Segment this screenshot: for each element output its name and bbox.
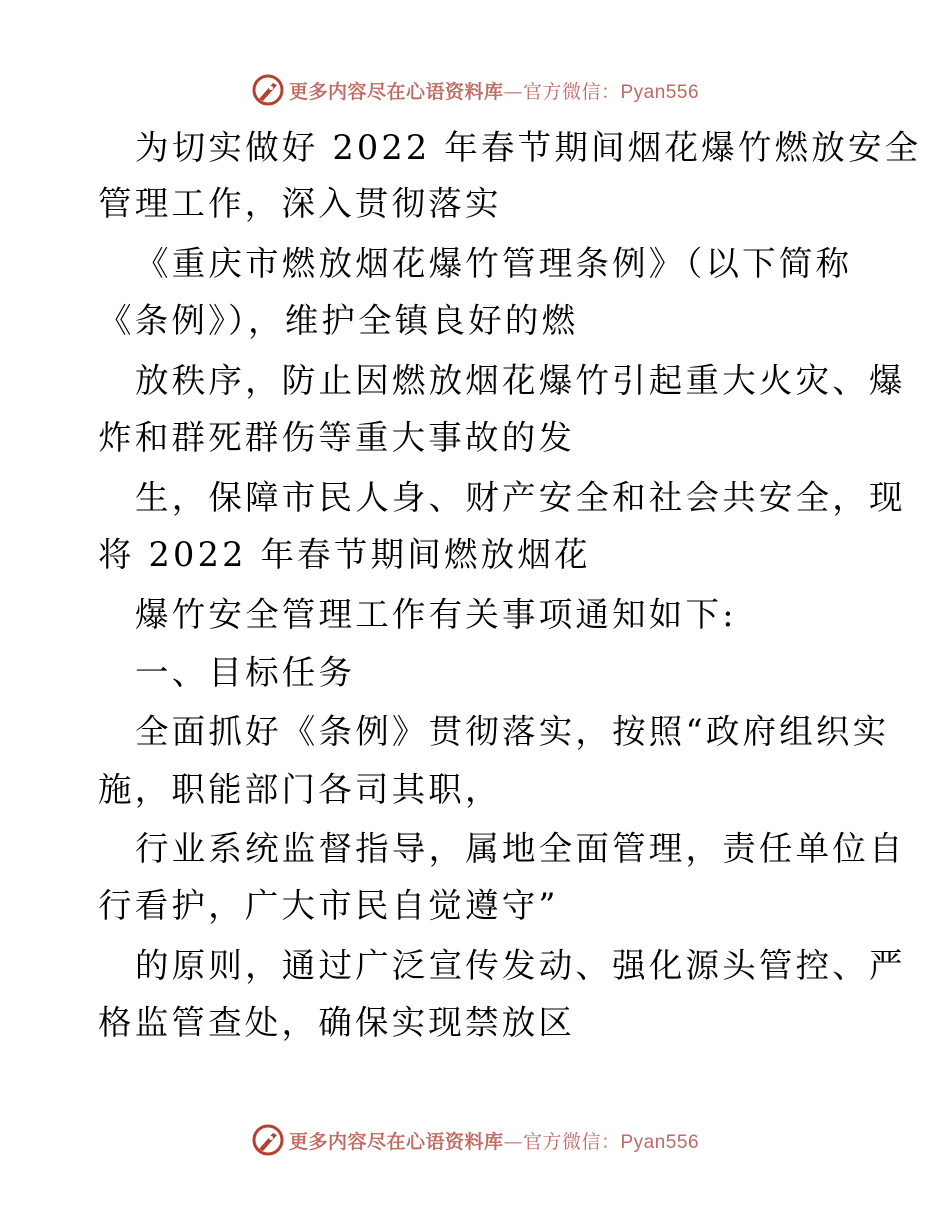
- watermark-sub-text: 官方微信：: [522, 1130, 621, 1153]
- text-line: 的原则，通过广泛宣传发动、强化源头管控、严: [135, 946, 906, 985]
- watermark-text: [289, 77, 699, 104]
- text-line: 放秩序，防止因燃放烟花爆竹引起重大火灾、爆: [135, 361, 906, 400]
- watermark-text: [289, 1127, 699, 1154]
- text-line: 全面抓好《条例》贯彻落实，按照“政府组织实: [135, 712, 890, 751]
- text-line: 《条例》），维护全镇良好的燃: [98, 301, 579, 340]
- text-line: 行业系统监督指导，属地全面管理，责任单位自: [135, 829, 906, 868]
- watermark-main-text: 更多内容尽在心语资料库: [288, 1130, 504, 1153]
- watermark-dash: —: [503, 80, 523, 103]
- text-line: 《重庆市燃放烟花爆竹管理条例》（以下简称: [135, 244, 853, 283]
- text-line: 为切实做好 2022 年春节期间烟花爆竹燃放安全: [135, 128, 922, 167]
- section-heading: 一、目标任务: [135, 653, 356, 692]
- text-line: 管理工作，深入贯彻落实: [98, 184, 502, 223]
- watermark-sub-text: 官方微信：: [522, 80, 621, 103]
- watermark-main-text: 更多内容尽在心语资料库: [288, 80, 504, 103]
- watermark-handle: Pyan556: [620, 1131, 700, 1153]
- text-line: 爆竹安全管理工作有关事项通知如下:: [135, 595, 737, 634]
- pen-nib-logo-icon: [251, 73, 285, 107]
- text-line: 将 2022 年春节期间燃放烟花: [98, 535, 591, 574]
- text-line: 施，职能部门各司其职，: [98, 770, 502, 809]
- header-watermark: [0, 70, 950, 110]
- watermark-dash: —: [503, 1130, 523, 1153]
- footer-watermark: [0, 1120, 950, 1160]
- text-line: 行看护，广大市民自觉遵守”: [98, 886, 559, 925]
- watermark-handle: Pyan556: [620, 81, 700, 103]
- text-line: 炸和群死群伤等重大事故的发: [98, 418, 576, 457]
- pen-nib-logo-icon: [251, 1123, 285, 1157]
- text-line: 格监管查处，确保实现禁放区: [98, 1003, 576, 1042]
- text-line: 生，保障市民人身、财产安全和社会共安全，现: [135, 478, 906, 517]
